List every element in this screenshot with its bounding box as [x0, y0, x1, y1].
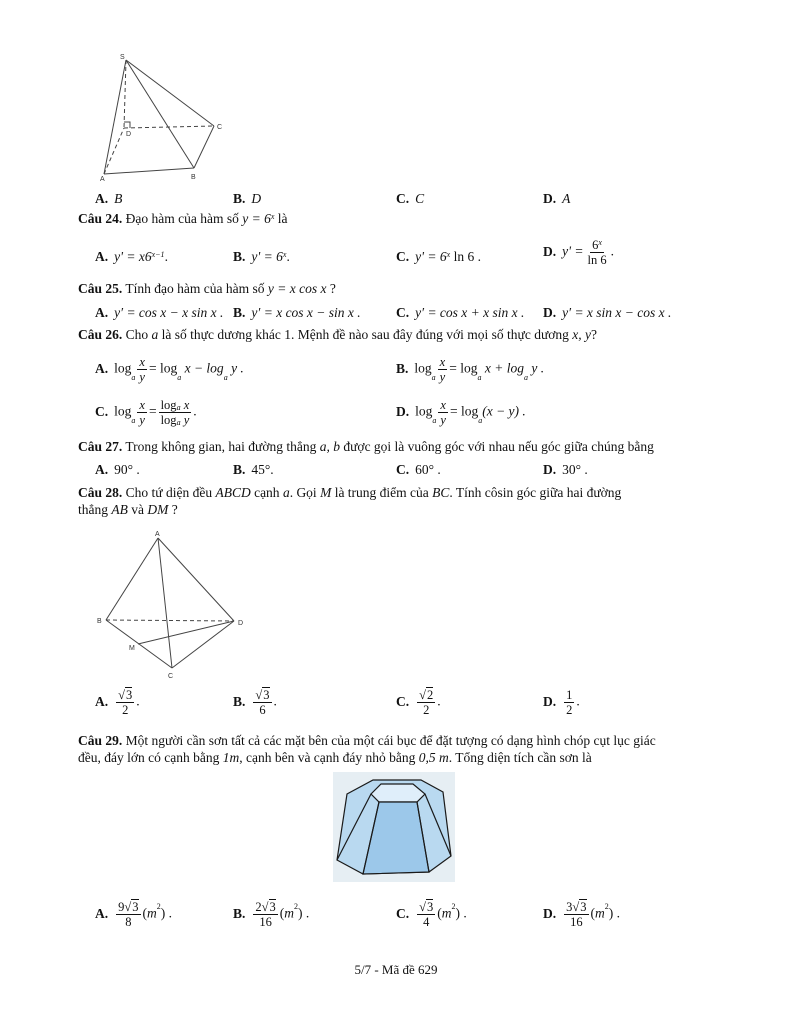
q26-option-c[interactable]: C. $\log_a$ $\frac{x}{y}$ = $\frac{\log_a x}{\log_a y}$ .	[95, 398, 197, 427]
q29-option-a[interactable]: A. $\frac{9√3}{8}$ $(m^2)$ .	[95, 900, 172, 929]
label-d: D	[126, 131, 132, 138]
q24-option-b[interactable]: B. $y' = 6^x$.	[233, 249, 290, 264]
q24-option-c[interactable]: C. $y' = 6^x$ ln 6 .	[396, 249, 481, 264]
question-26: Câu 26. Cho a là số thực dương khác 1. Mệnh đề nào sau đây đúng với mọi số thực dương x, y?	[78, 327, 598, 342]
question-25: Câu 25. Tính đạo hàm của hàm số y = x cos x ?	[78, 281, 336, 296]
question-29-line2: đều, đáy lớn có cạnh bằng 1m, cạnh bên và cạnh đáy nhỏ bằng 0,5 m. Tổng diện tích cần sơn là	[78, 750, 592, 765]
label-b: B	[191, 174, 196, 181]
q29-option-c[interactable]: C. $\frac{√3}{4}$ $(m^2)$ .	[396, 900, 467, 929]
q23-option-b[interactable]: B. D	[233, 191, 262, 206]
page-footer: 5/7 - Mã đề 629	[354, 962, 438, 977]
pyramid-figure	[98, 50, 228, 182]
q28-option-c[interactable]: C. $\frac{√2}{2}$ .	[396, 688, 441, 717]
question-28-line2: thẳng AB và DM ?	[78, 502, 178, 517]
label-m: M	[129, 645, 135, 652]
frustum-figure	[333, 772, 455, 882]
q25-option-a[interactable]: A. y′ = cos x − x sin x .	[95, 305, 224, 320]
q26-option-d[interactable]: D. $\log_a$ $\frac{x}{y}$ = $\log_a(x - y)$ .	[396, 398, 526, 427]
label-s: S	[120, 54, 125, 61]
q25-option-b[interactable]: B. y′ = x cos x − sin x .	[233, 305, 361, 320]
q26-option-a[interactable]: A. $\log_a$ $\frac{x}{y}$ = $\log_a x - \log_a y$ .	[95, 355, 244, 384]
q29-option-b[interactable]: B. $\frac{2√3}{16}$ $(m^2)$ .	[233, 900, 310, 929]
q24-option-a[interactable]: A. $y' = x6^{x-1}$.	[95, 249, 168, 264]
q27-option-b[interactable]: B. 45°.	[233, 462, 274, 477]
question-28: Câu 28. Cho tứ diện đều ABCD cạnh a. Gọi M là trung điểm của BC. Tính côsin góc giữa hai đường	[78, 485, 622, 500]
q28-option-d[interactable]: D. $\frac{1}{2}$ .	[543, 688, 580, 717]
question-27: Câu 27. Trong không gian, hai đường thẳng a, b được gọi là vuông góc với nhau nếu góc giữa chúng bằng	[78, 439, 654, 454]
q23-option-d[interactable]: D. A	[543, 191, 571, 206]
label-c: C	[168, 673, 174, 680]
tetrahedron-figure	[96, 528, 256, 680]
label-a: A	[100, 176, 105, 182]
question-24: Câu 24. Đạo hàm của hàm số $y = 6^x$ là	[78, 211, 288, 226]
q27-option-d[interactable]: D. 30° .	[543, 462, 588, 477]
q26-option-b[interactable]: B. $\log_a$ $\frac{x}{y}$ = $\log_a x + \log_a y$ .	[396, 355, 545, 384]
q23-option-c[interactable]: C. C	[396, 191, 425, 206]
q25-option-c[interactable]: C. y′ = cos x + x sin x .	[396, 305, 525, 320]
q27-option-c[interactable]: C. 60° .	[396, 462, 441, 477]
question-29: Câu 29. Một người cần sơn tất cả các mặt bên của một cái bục để đặt tượng có dạng hình chóp cụt lục giác	[78, 733, 656, 748]
q25-option-d[interactable]: D. y′ = x sin x − cos x .	[543, 305, 672, 320]
q28-option-b[interactable]: B. $\frac{√3}{6}$ .	[233, 688, 277, 717]
q27-option-a[interactable]: A. 90° .	[95, 462, 140, 477]
label-b: B	[97, 618, 102, 625]
label-a: A	[155, 531, 160, 538]
label-d: D	[238, 620, 244, 627]
q28-option-a[interactable]: A. $\frac{√3}{2}$ .	[95, 688, 140, 717]
q24-option-d[interactable]: D. y' = $\frac{6^x}{\ln 6}$ .	[543, 238, 614, 267]
q23-option-a[interactable]: A. B	[95, 191, 123, 206]
q29-option-d[interactable]: D. $\frac{3√3}{16}$ $(m^2)$ .	[543, 900, 620, 929]
label-c: C	[217, 124, 223, 131]
